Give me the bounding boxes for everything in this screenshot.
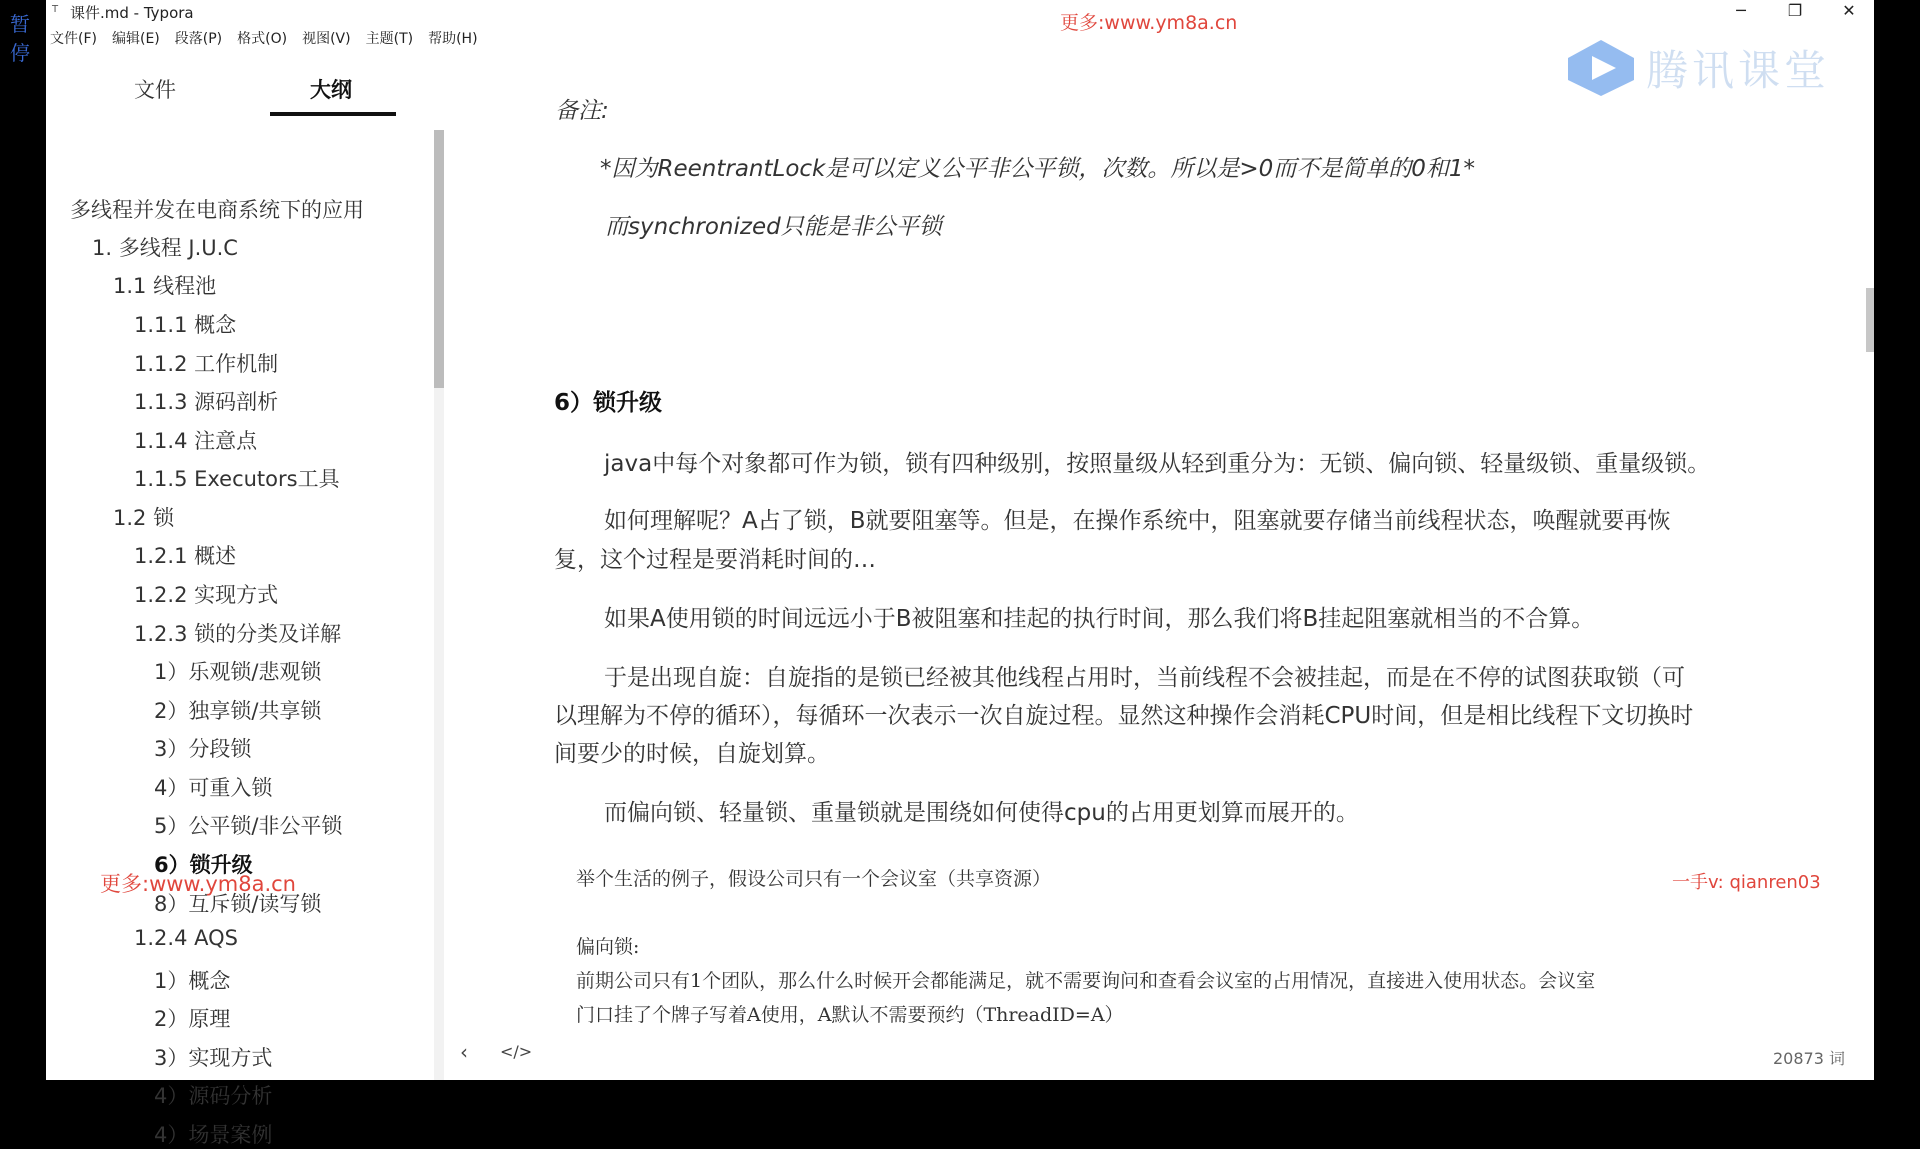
outline-item[interactable]: 1）概念 xyxy=(154,969,231,993)
minimize-icon[interactable]: ─ xyxy=(1736,1,1746,20)
title-bar xyxy=(46,0,1874,26)
note-line-1: *因为ReentrantLock是可以定义公平非公平锁，次数。所以是>0而不是简单的0和1* xyxy=(600,156,1476,182)
code-line-4: 门口挂了个牌子写着A使用，A默认不需要预约（ThreadID=A） xyxy=(576,1004,1124,1026)
editor-scrollbar-thumb[interactable] xyxy=(1866,288,1874,352)
code-line-2: 偏向锁: xyxy=(576,936,640,958)
outline-item[interactable]: 1.2 锁 xyxy=(113,506,175,530)
watermark-left: 更多:www.ym8a.cn xyxy=(100,872,296,896)
sidebar-scrollbar-thumb[interactable] xyxy=(434,130,444,388)
outline-item[interactable]: 1）乐观锁/悲观锁 xyxy=(154,660,322,684)
paragraph-4-line-2: 以理解为不停的循环），每循环一次表示一次自旋过程。显然这种操作会消耗CPU时间，但是相比线程下文切换时 xyxy=(554,703,1694,729)
brand-text: 腾讯课堂 xyxy=(1646,46,1831,95)
outline-item[interactable]: 1.2.3 锁的分类及详解 xyxy=(134,622,342,646)
outline-item[interactable]: 1.2.1 概述 xyxy=(134,544,237,568)
outline-item[interactable]: 4）可重入锁 xyxy=(154,776,273,800)
outline-item-active[interactable]: 6）锁升级 xyxy=(154,853,253,877)
word-count[interactable]: 20873 词 xyxy=(1773,1049,1845,1068)
code-line-3: 前期公司只有1个团队，那么什么时候开会都能满足，就不需要询问和查看会议室的占用情况，直接进入使用状态。会议室 xyxy=(576,970,1596,992)
menu-paragraph[interactable]: 段落(P) xyxy=(174,31,223,47)
outline-item[interactable]: 2）原理 xyxy=(154,1007,231,1031)
menu-help[interactable]: 帮助(H) xyxy=(428,31,478,47)
sidebar xyxy=(46,52,446,1147)
outline-item[interactable]: 1.1.1 概念 xyxy=(134,313,237,337)
close-icon[interactable]: ✕ xyxy=(1842,1,1856,20)
note-line-2: 而synchronized只能是非公平锁 xyxy=(605,214,942,240)
outline-item[interactable]: 4）场景案例 xyxy=(154,1123,273,1147)
watermark-code: 一手v: qianren03 xyxy=(1672,872,1821,893)
outline-item[interactable]: 2）独享锁/共享锁 xyxy=(154,699,322,723)
outline-item[interactable]: 3）实现方式 xyxy=(154,1046,273,1070)
screen-left-bar xyxy=(0,0,46,1080)
editor-content[interactable] xyxy=(446,52,1866,1080)
paragraph-5: 而偏向锁、轻量锁、重量锁就是围绕如何使得cpu的占用更划算而展开的。 xyxy=(604,800,1359,826)
typora-app-icon: T xyxy=(52,4,59,15)
section-heading: 6）锁升级 xyxy=(554,390,663,416)
active-tab-indicator xyxy=(270,112,396,116)
outline-item[interactable]: 1.2.4 AQS xyxy=(134,926,238,950)
paragraph-2-line-2: 复，这个过程是要消耗时间的… xyxy=(554,547,876,573)
outline-item[interactable]: 1.1 线程池 xyxy=(113,274,217,298)
menu-file[interactable]: 文件(F) xyxy=(50,31,97,47)
outline-item[interactable]: 3）分段锁 xyxy=(154,737,252,761)
tab-outline[interactable]: 大纲 xyxy=(310,78,352,102)
code-line-1: 举个生活的例子，假设公司只有一个会议室（共享资源） xyxy=(576,868,1052,890)
tab-files[interactable]: 文件 xyxy=(134,78,176,102)
back-icon[interactable]: ‹ xyxy=(460,1040,468,1064)
pause-label: 暂停 xyxy=(10,12,30,65)
menu-bar xyxy=(46,28,493,50)
outline-item[interactable]: 5）公平锁/非公平锁 xyxy=(154,814,343,838)
outline-item[interactable]: 8）互斥锁/读写锁 xyxy=(154,892,322,916)
typora-window xyxy=(46,0,1874,1147)
source-code-icon[interactable]: </> xyxy=(500,1042,533,1061)
maximize-icon[interactable]: ❐ xyxy=(1787,1,1803,20)
outline-item[interactable]: 1.1.4 注意点 xyxy=(134,429,258,453)
outline-item[interactable]: 多线程并发在电商系统下的应用 xyxy=(70,198,364,222)
outline-item[interactable]: 4）源码分析 xyxy=(154,1084,273,1108)
outline-item[interactable]: 1.1.3 源码剖析 xyxy=(134,390,279,414)
outline-item[interactable]: 1.2.2 实现方式 xyxy=(134,583,279,607)
menu-edit[interactable]: 编辑(E) xyxy=(111,31,160,47)
paragraph-4-line-1: 于是出现自旋：自旋指的是锁已经被其他线程占用时，当前线程不会被挂起，而是在不停的试图获取锁（可 xyxy=(604,665,1685,691)
outline-item[interactable]: 1.1.2 工作机制 xyxy=(134,352,279,376)
menu-theme[interactable]: 主题(T) xyxy=(365,31,414,47)
window-title: 课件.md - Typora xyxy=(70,4,194,22)
screen-right-bar xyxy=(1874,0,1920,1080)
outline-item[interactable]: 1. 多线程 J.U.C xyxy=(92,236,238,260)
outline-item[interactable]: 1.1.5 Executors工具 xyxy=(134,467,340,491)
paragraph-1: java中每个对象都可作为锁，锁有四种级别，按照量级从轻到重分为：无锁、偏向锁、轻量级锁、重量级锁。 xyxy=(604,451,1711,477)
menu-format[interactable]: 格式(O) xyxy=(237,31,288,47)
menu-view[interactable]: 视图(V) xyxy=(302,31,351,47)
watermark-top: 更多:www.ym8a.cn xyxy=(1060,12,1238,34)
paragraph-4-line-3: 间要少的时候，自旋划算。 xyxy=(554,741,830,767)
paragraph-2-line-1: 如何理解呢？A占了锁，B就要阻塞等。但是，在操作系统中，阻塞就要存储当前线程状态，唤醒就要再恢 xyxy=(604,508,1671,534)
note-label: 备注: xyxy=(555,98,609,124)
paragraph-3: 如果A使用锁的时间远远小于B被阻塞和挂起的执行时间，那么我们将B挂起阻塞就相当的不合算。 xyxy=(604,606,1595,632)
